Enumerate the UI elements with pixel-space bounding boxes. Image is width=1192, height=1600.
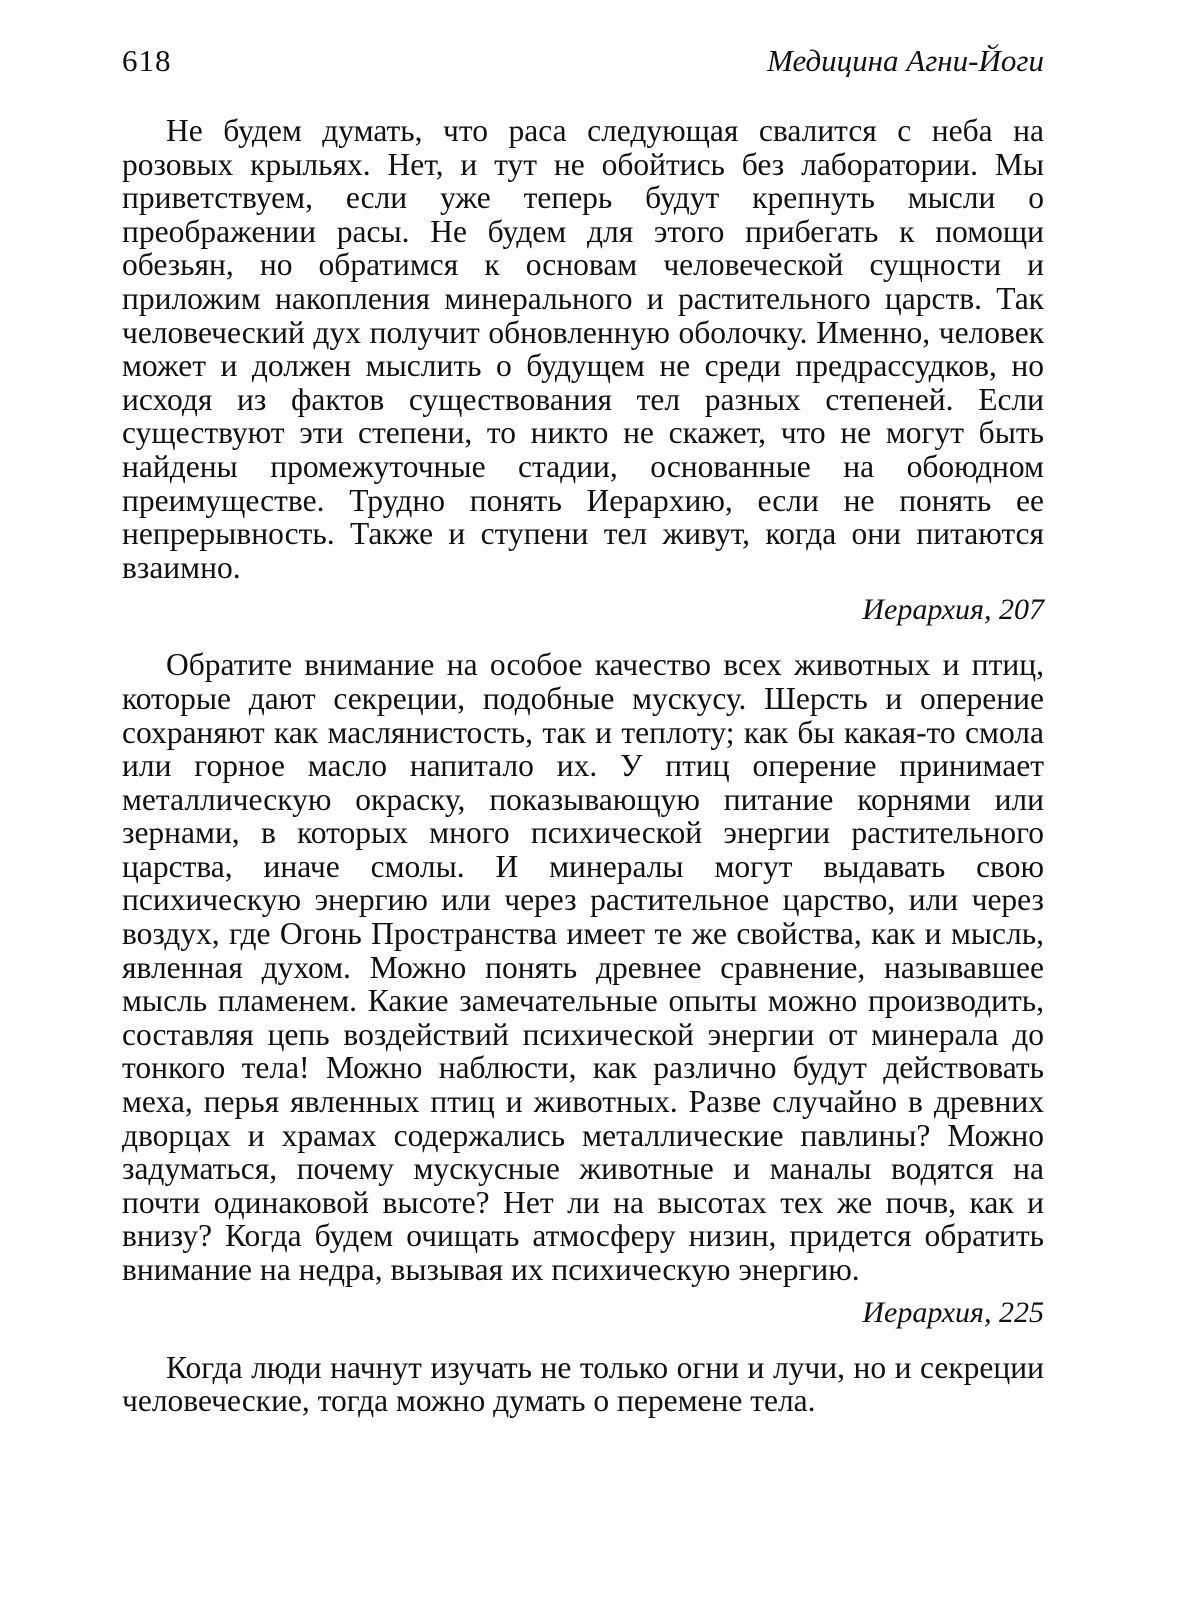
passage-text: Обратите внимание на особое качество всех животных и птиц, которые дают секреции, подобные мускусу. Шерсть и оперение сохраняют как маслянистость, так и теплоту; как бы какая-то смола или горное масло напитало их. У птиц оперение принимает металлическую окраску, показывающую питание корнями или зернами, в которых много психической энергии растительного царства, иначе смолы. И минералы могут выдавать свою психическую энергию или через растительное царство, или через воздух, где Огонь Пространства имеет те же свойства, как и мысль, явленная духом. Можно понять древнее сравнение, называвшее мысль пламенем. Какие замечательные опыты можно производить, составляя цепь воздействий психической энергии от минерала до тонкого тела! Можно наблюсти, как различно будут действовать меха, перья явленных птиц и животных. Разве случайно в древних дворцах и храмах содержались металлические павлины? Можно задуматься, почему мускусные животные и маналы водятся на почти одинаковой высоте? Нет ли на высотах тех же почв, как и внизу? Когда будем очищать атмосферу низин, придется обратить внимание на недра, вызывая их психическую энергию. bbox=[122, 647, 1044, 1287]
passage-citation: Иерархия, 207 bbox=[862, 593, 1044, 627]
page-number: 618 bbox=[122, 43, 172, 78]
book-page bbox=[122, 38, 1044, 1418]
passage-text: Когда люди начнут изучать не только огни и лучи, но и секреции человеческие, тогда можно думать о перемене тела. bbox=[122, 1349, 1044, 1419]
passage-citation: Иерархия, 225 bbox=[862, 1295, 1044, 1329]
page-header bbox=[122, 38, 1044, 84]
passage-text: Не будем думать, что раса следующая свалится с неба на розовых крыльях. Нет, и тут не обойтись без лаборатории. Мы приветствуем, если уже теперь будут крепнуть мысли о преображении расы. Не будем для этого прибегать к помощи обезьян, но обратимся к основам человеческой сущности и приложим накопления минерального и растительного царств. Так человеческий дух получит обновленную оболочку. Именно, человек может и должен мыслить о будущем не среди предрассудков, но исходя из фактов существования тел разных степеней. Если существуют эти степени, то никто не скажет, что не могут быть найдены промежуточные стадии, основанные на обоюдном преимуществе. Трудно понять Иерархию, если не понять ее непрерывность. Также и ступени тел живут, когда они питаются взаимно. bbox=[122, 113, 1044, 585]
running-title: Медицина Агни-Йоги bbox=[767, 43, 1044, 78]
